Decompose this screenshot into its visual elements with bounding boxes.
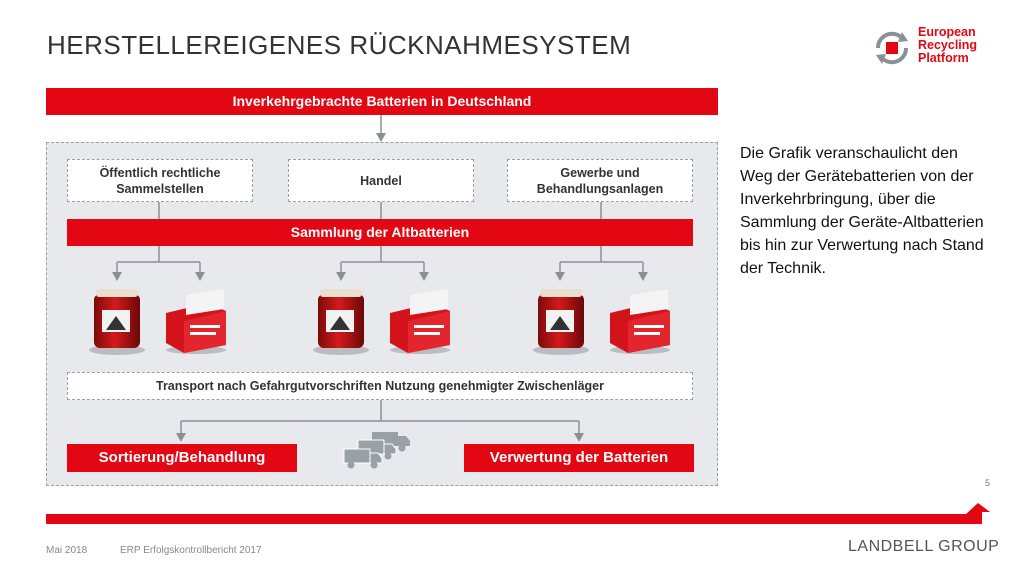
page-number: 5 (985, 478, 991, 488)
arrow-up-icon (966, 503, 990, 524)
source-industry-line1: Gewerbe und (560, 165, 640, 180)
sorting-bar: Sortierung/Behandlung (67, 444, 297, 472)
inverkehr-bar: Inverkehrgebrachte Batterien in Deutschland (46, 88, 718, 115)
collection-bar: Sammlung der Altbatterien (67, 219, 693, 246)
source-public-line1: Öffentlich rechtliche (99, 165, 221, 180)
source-retail-line1: Handel (360, 173, 402, 188)
footer-report: ERP Erfolgskontrollbericht 2017 (120, 545, 262, 556)
logo-text-line1: European (918, 25, 976, 39)
brand-logo-text: LANDBELL GROUP (848, 538, 1000, 555)
page-title: HERSTELLEREIGENES RÜCKNAHMESYSTEM (47, 30, 632, 60)
logo-text-line3: Platform (918, 51, 969, 65)
transport-box: Transport nach Gefahrgutvorschriften Nutzung genehmigter Zwischenläger (67, 372, 693, 400)
source-public-line2: Sammelstellen (116, 181, 204, 196)
recycling-bar: Verwertung der Batterien (464, 444, 694, 472)
logo-text-line2: Recycling (918, 38, 978, 52)
source-industry-line2: Behandlungsanlagen (536, 181, 664, 196)
description-text: Die Grafik veranschaulicht den Weg der Gerätebatterien von der Inverkehrbringung, über die Sammlung der Geräte-Altbatterien bis hin zur Verwertung nach Stand der Technik. (740, 145, 984, 277)
footer-date: Mai 2018 (46, 545, 88, 556)
